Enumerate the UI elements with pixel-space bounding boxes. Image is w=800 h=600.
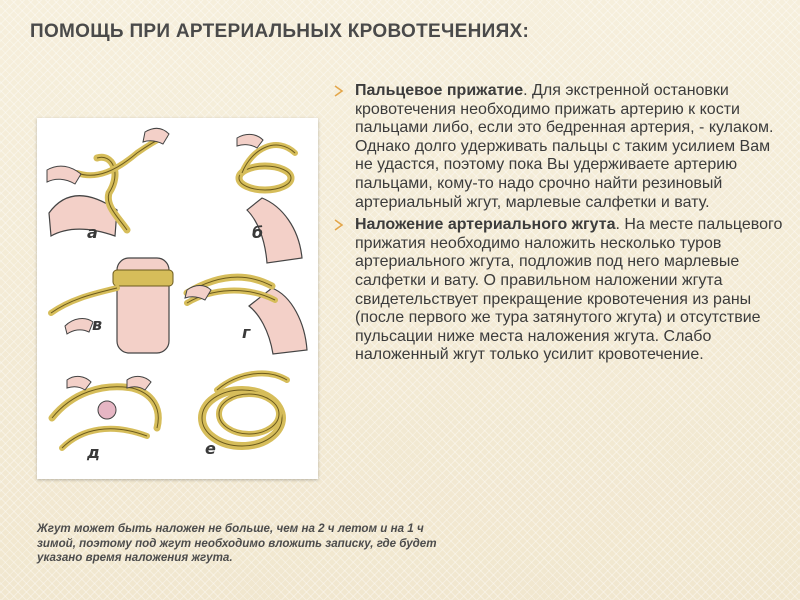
panel-a-drawing <box>47 128 169 236</box>
bullet-lead: Наложение артериального жгута <box>355 216 616 234</box>
bullet-item-finger-pressure <box>333 82 783 212</box>
bullet-item-tourniquet <box>333 216 783 365</box>
tourniquet-illustration <box>37 118 318 479</box>
bullet-list <box>333 82 783 369</box>
footnote: Жгут может быть наложен не больше, чем на 2 ч летом и на 1 ч зимой, поэтому под жгут необходимо вложить записку, где будет указано время наложения жгута. <box>37 522 437 564</box>
panel-label-b: б <box>252 223 264 242</box>
panel-label-e: е <box>205 439 216 458</box>
bullet-text: . Для экстренной остановки кровотечения необходимо прижать артерию к кости пальцами либо, если это бедренная артерия, - кулаком. Однако долго удерживать пальцы с таким усилием Вам не удастся, поэтому пока Вы удерживаете артерию пальцами, кому-то надо срочно найти резиновый артериальный жгут, марлевые салфетки и вату. <box>355 82 774 211</box>
panel-g-drawing <box>185 277 307 354</box>
bullet-icon <box>333 84 345 98</box>
panel-label-g: г <box>242 323 251 342</box>
panel-label-a: а <box>87 223 98 242</box>
bullet-lead: Пальцевое прижатие <box>355 82 524 99</box>
panel-b-drawing <box>237 134 302 263</box>
bullet-icon <box>333 218 345 232</box>
panel-label-d: д <box>87 443 100 462</box>
bullet-text: . На месте пальцевого прижатия необходимо наложить несколько туров артериального жгута, подложив под него марлевые салфетки и вату. О правильном наложении жгута свидетельствует прекращение кровотечения из раны (после первого же тура затянутого жгута) и отсутствие пульсации ниже места наложения жгута. Слабо наложенный жгут только усилит кровотечение. <box>355 216 783 364</box>
panel-v-drawing <box>51 258 173 353</box>
panel-e-drawing <box>202 373 287 446</box>
slide-title: ПОМОЩЬ ПРИ АРТЕРИАЛЬНЫХ КРОВОТЕЧЕНИЯХ: <box>30 21 530 42</box>
panel-label-v: в <box>92 315 103 334</box>
panel-d-drawing <box>52 376 158 448</box>
